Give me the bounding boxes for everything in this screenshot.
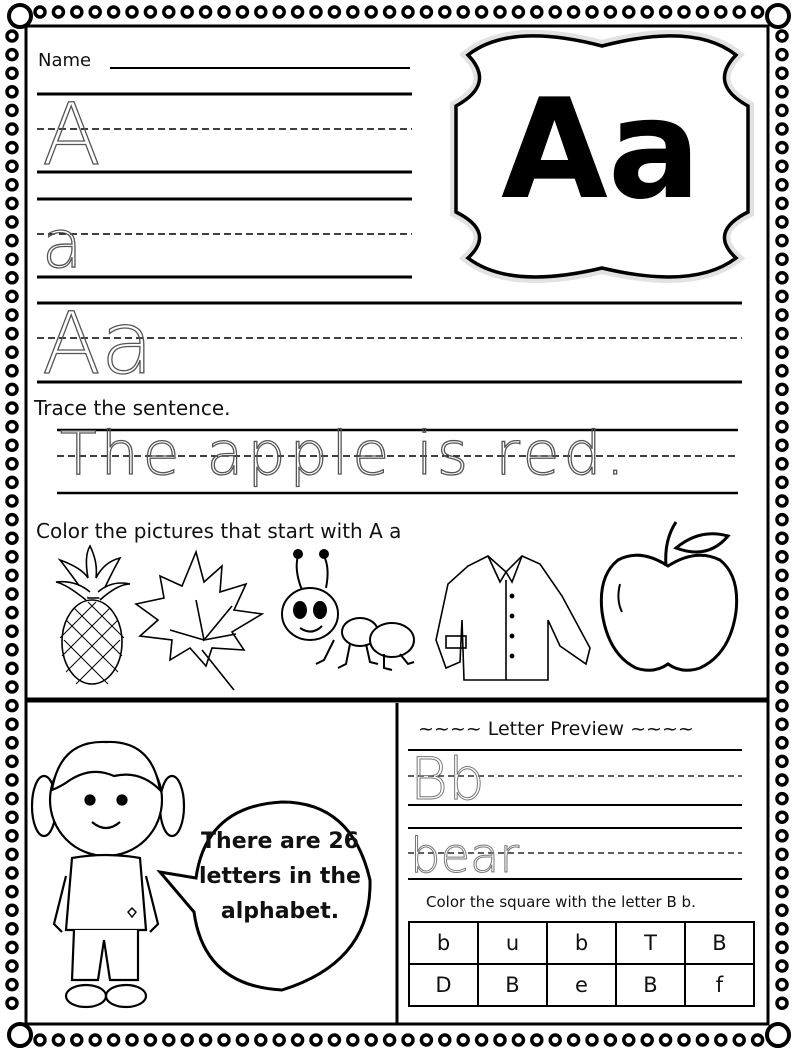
letter-square[interactable]: B: [685, 922, 754, 964]
trace-letter-pair: Aa: [42, 294, 154, 394]
border-dot: [734, 7, 744, 17]
border-dot: [642, 1035, 652, 1045]
border-dot: [777, 515, 787, 525]
apple-picture: [601, 522, 736, 670]
border-dot: [753, 7, 763, 17]
border-dot: [679, 7, 689, 17]
letter-square[interactable]: f: [685, 964, 754, 1006]
border-dot: [777, 87, 787, 97]
pineapple-picture: [56, 546, 130, 684]
letter-square[interactable]: D: [409, 964, 478, 1006]
border-dot: [777, 701, 787, 711]
border-dot: [550, 1035, 560, 1045]
corner-dot: [767, 1024, 789, 1046]
letter-square[interactable]: B: [478, 964, 547, 1006]
shirt-picture: [436, 556, 590, 680]
border-dot: [7, 347, 17, 357]
border-dot: [7, 552, 17, 562]
border-dot: [72, 1035, 82, 1045]
border-dot: [777, 980, 787, 990]
border-dot: [661, 1035, 671, 1045]
border-dot: [90, 7, 100, 17]
border-dot: [7, 50, 17, 60]
border-dot: [777, 403, 787, 413]
border-dot: [7, 440, 17, 450]
border-dot: [777, 942, 787, 952]
border-dot: [164, 7, 174, 17]
border-dot: [7, 942, 17, 952]
preview-word: bear: [410, 828, 520, 884]
border-dot: [777, 775, 787, 785]
border-dot: [777, 31, 787, 41]
border-dot: [777, 645, 787, 655]
border-dot: [7, 980, 17, 990]
border-dot: [256, 1035, 266, 1045]
border-dot: [697, 7, 707, 17]
border-dot: [734, 1035, 744, 1045]
border-dot: [777, 198, 787, 208]
border-dot: [90, 1035, 100, 1045]
border-dot: [777, 570, 787, 580]
border-dot: [7, 812, 17, 822]
border-dot: [7, 291, 17, 301]
border-dot: [7, 608, 17, 618]
border-dot: [777, 273, 787, 283]
letter-square-row: [409, 964, 754, 1006]
border-dot: [624, 1035, 634, 1045]
border-dot: [7, 180, 17, 190]
letter-square[interactable]: B: [616, 964, 685, 1006]
border-dot: [127, 7, 137, 17]
border-dot: [421, 7, 431, 17]
border-dot: [513, 7, 523, 17]
border-dot: [777, 124, 787, 134]
border-dot: [777, 310, 787, 320]
border-dot: [477, 7, 487, 17]
border-dot: [145, 1035, 155, 1045]
border-dot: [777, 217, 787, 227]
border-dot: [7, 273, 17, 283]
border-dot: [513, 1035, 523, 1045]
border-dot: [7, 645, 17, 655]
border-dot: [7, 105, 17, 115]
border-dot: [182, 1035, 192, 1045]
border-dot: [385, 1035, 395, 1045]
border-dot: [777, 105, 787, 115]
bubble-text: There are 26 letters in the alphabet.: [199, 829, 361, 924]
border-dot: [7, 887, 17, 897]
border-dot: [777, 552, 787, 562]
border-dot: [458, 7, 468, 17]
border-dot: [777, 496, 787, 506]
border-dot: [7, 738, 17, 748]
border-dot: [164, 1035, 174, 1045]
border-dot: [7, 31, 17, 41]
border-dot: [311, 7, 321, 17]
border-dot: [7, 682, 17, 692]
border-dot: [777, 254, 787, 264]
border-dot: [201, 7, 211, 17]
border-dot: [777, 347, 787, 357]
border-dot: [7, 87, 17, 97]
border-dot: [777, 422, 787, 432]
border-dot: [385, 7, 395, 17]
border-dot: [777, 384, 787, 394]
border-dot: [403, 1035, 413, 1045]
letter-square[interactable]: b: [409, 922, 478, 964]
border-dot: [777, 291, 787, 301]
border-dot: [777, 738, 787, 748]
border-dot: [219, 1035, 229, 1045]
border-dot: [7, 794, 17, 804]
border-dot: [777, 961, 787, 971]
border-dot: [661, 7, 671, 17]
border-dot: [7, 831, 17, 841]
border-dot: [7, 236, 17, 246]
ant-picture: [282, 550, 414, 670]
border-dot: [7, 384, 17, 394]
border-dot: [421, 1035, 431, 1045]
border-dot: [274, 1035, 284, 1045]
border-dot: [35, 1035, 45, 1045]
trace-upper-letter: A: [42, 85, 101, 185]
border-dot: [532, 7, 542, 17]
border-dot: [777, 608, 787, 618]
border-dot: [329, 1035, 339, 1045]
border-dot: [587, 1035, 597, 1045]
border-dot: [777, 143, 787, 153]
corner-dot: [9, 1024, 31, 1046]
border-dot: [777, 682, 787, 692]
border-dot: [777, 663, 787, 673]
border-dot: [7, 254, 17, 264]
border-dot: [777, 161, 787, 171]
border-dot: [53, 7, 63, 17]
border-dot: [7, 68, 17, 78]
border-dot: [569, 7, 579, 17]
border-dot: [753, 1035, 763, 1045]
border-dot: [7, 422, 17, 432]
border-dot: [35, 7, 45, 17]
border-dot: [219, 7, 229, 17]
border-dot: [777, 924, 787, 934]
border-dot: [109, 1035, 119, 1045]
border-dot: [7, 998, 17, 1008]
border-dot: [7, 143, 17, 153]
border-dot: [182, 7, 192, 17]
border-dot: [777, 719, 787, 729]
border-dot: [7, 515, 17, 525]
border-dot: [777, 50, 787, 60]
border-dot: [697, 1035, 707, 1045]
border-dot: [329, 7, 339, 17]
border-dot: [605, 1035, 615, 1045]
border-dot: [237, 7, 247, 17]
pictures-instruction: Color the pictures that start with A a: [36, 519, 402, 543]
border-dot: [7, 626, 17, 636]
border-dot: [777, 905, 787, 915]
border-dot: [7, 905, 17, 915]
border-dot: [311, 1035, 321, 1045]
border-dot: [495, 1035, 505, 1045]
border-dot: [7, 329, 17, 339]
border-dot: [293, 1035, 303, 1045]
border-dot: [777, 887, 787, 897]
border-dot: [716, 7, 726, 17]
border-dot: [777, 756, 787, 766]
border-dot: [495, 7, 505, 17]
border-dot: [777, 849, 787, 859]
border-dot: [569, 1035, 579, 1045]
border-dot: [403, 7, 413, 17]
border-dot: [109, 7, 119, 17]
border-dot: [7, 533, 17, 543]
border-dot: [777, 589, 787, 599]
border-dot: [777, 998, 787, 1008]
leaf-picture: [136, 552, 262, 690]
border-dot: [777, 440, 787, 450]
border-dot: [777, 626, 787, 636]
border-dot: [7, 310, 17, 320]
border-dot: [624, 7, 634, 17]
border-dot: [274, 7, 284, 17]
trace-sentence-label: Trace the sentence.: [34, 396, 231, 420]
preview-letter-pair: Bb: [410, 745, 485, 813]
border-dot: [440, 1035, 450, 1045]
border-dot: [366, 1035, 376, 1045]
border-dot: [7, 961, 17, 971]
letter-square-row: [409, 922, 754, 964]
name-label: Name: [38, 50, 92, 71]
corner-dot: [767, 5, 789, 27]
letter-title: Aa: [501, 69, 701, 230]
corner-dot: [9, 5, 31, 27]
border-dot: [256, 7, 266, 17]
border-dot: [7, 161, 17, 171]
border-dot: [7, 924, 17, 934]
border-dot: [7, 217, 17, 227]
border-dot: [7, 496, 17, 506]
border-dot: [348, 7, 358, 17]
border-dot: [605, 7, 615, 17]
border-dot: [777, 868, 787, 878]
border-dot: [7, 663, 17, 673]
border-dot: [7, 719, 17, 729]
trace-lower-letter: a: [42, 206, 83, 283]
letter-square[interactable]: b: [547, 922, 616, 964]
letter-square[interactable]: T: [616, 922, 685, 964]
border-dot: [7, 701, 17, 711]
border-dot: [348, 1035, 358, 1045]
border-dot: [53, 1035, 63, 1045]
border-dot: [440, 7, 450, 17]
border-dot: [127, 1035, 137, 1045]
border-dot: [777, 459, 787, 469]
border-dot: [679, 1035, 689, 1045]
border-dot: [716, 1035, 726, 1045]
border-dot: [145, 7, 155, 17]
border-dot: [7, 366, 17, 376]
letter-square[interactable]: u: [478, 922, 547, 964]
border-dot: [7, 124, 17, 134]
border-dot: [777, 477, 787, 487]
border-dot: [7, 570, 17, 580]
border-dot: [72, 7, 82, 17]
square-instruction: Color the square with the letter B b.: [426, 893, 696, 911]
border-dot: [532, 1035, 542, 1045]
border-dot: [777, 329, 787, 339]
border-dot: [237, 1035, 247, 1045]
border-dot: [7, 775, 17, 785]
border-dot: [366, 7, 376, 17]
border-dot: [7, 868, 17, 878]
border-dot: [777, 831, 787, 841]
letter-preview-title: ~~~~ Letter Preview ~~~~: [418, 718, 694, 740]
border-dot: [201, 1035, 211, 1045]
border-dot: [777, 812, 787, 822]
border-dot: [642, 7, 652, 17]
letter-square-grid: [408, 921, 755, 1007]
border-dot: [777, 533, 787, 543]
border-dot: [777, 68, 787, 78]
border-dot: [477, 1035, 487, 1045]
border-dot: [777, 366, 787, 376]
border-dot: [7, 849, 17, 859]
border-dot: [587, 7, 597, 17]
border-dot: [7, 477, 17, 487]
border-dot: [777, 180, 787, 190]
border-dot: [777, 794, 787, 804]
letter-square[interactable]: e: [547, 964, 616, 1006]
border-dot: [7, 198, 17, 208]
border-dot: [7, 403, 17, 413]
border-dot: [550, 7, 560, 17]
border-dot: [458, 1035, 468, 1045]
border-dot: [293, 7, 303, 17]
border-dot: [7, 459, 17, 469]
border-dot: [7, 589, 17, 599]
border-dot: [777, 236, 787, 246]
trace-sentence: The apple is red.: [60, 419, 629, 489]
border-dot: [7, 756, 17, 766]
